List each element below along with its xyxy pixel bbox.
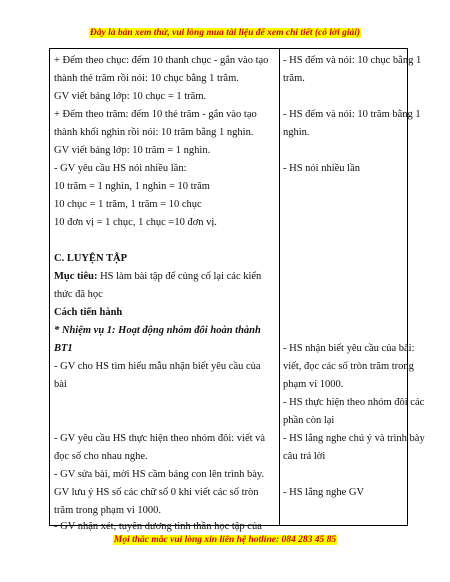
teacher-line: GV lưu ý HS số các chữ số 0 khi viết các số tròn xyxy=(54,487,259,498)
section-heading: C. LUYỆN TẬP xyxy=(54,253,128,264)
teacher-line: - GV yêu cầu HS nói nhiều lần: xyxy=(54,163,187,174)
hotline-banner-text: Mọi thắc mắc vui lòng xin liên hệ hotline: 084 283 45 85 xyxy=(113,535,337,545)
lesson-table xyxy=(49,48,425,532)
teacher-line: + Đếm theo chục: đếm 10 thanh chục - gắn vào tạo xyxy=(54,55,269,66)
student-line: - HS đếm và nói: 10 trăm bằng 1 xyxy=(283,109,421,120)
teacher-line: - GV yêu cầu HS thực hiện theo nhóm đôi: viết và xyxy=(54,433,266,444)
teacher-line: đọc số cho nhau nghe. xyxy=(54,451,148,462)
student-line: phần còn lại xyxy=(283,415,335,426)
procedure-heading: Cách tiến hành xyxy=(54,307,123,318)
teacher-line: - GV nhận xét, tuyên dương tinh thần học tập của xyxy=(54,521,262,532)
student-line: - HS nói nhiều lần xyxy=(283,163,360,174)
teacher-line: - GV sửa bài, mời HS cầm bảng con lên trình bày. xyxy=(54,469,265,480)
task-heading-cont: BT1 xyxy=(54,343,73,354)
teacher-line: GV viết bảng lớp: 10 trăm = 1 nghìn. xyxy=(54,145,211,156)
student-line: - HS thực hiện theo nhóm đôi các xyxy=(283,397,425,408)
student-line: trăm. xyxy=(283,73,305,84)
student-line: viết, đọc các số tròn trăm trong xyxy=(283,361,414,372)
student-line: nghìn. xyxy=(283,127,310,138)
teacher-line: trăm trong phạm vi 1000. xyxy=(54,505,162,516)
objective-line xyxy=(54,271,261,283)
student-line: - HS đếm và nói: 10 chục bằng 1 xyxy=(283,55,422,66)
preview-banner xyxy=(0,28,450,38)
teacher-line: 10 đơn vị = 1 chục, 1 chục =10 đơn vị. xyxy=(54,217,217,228)
student-line: phạm vi 1000. xyxy=(283,379,344,390)
teacher-line: - GV cho HS tìm hiểu mẫu nhận biết yêu cầu của xyxy=(54,361,261,372)
teacher-line: 10 chục = 1 trăm, 1 trăm = 10 chục xyxy=(54,199,202,210)
teacher-line: GV viết bảng lớp: 10 chục = 1 trăm. xyxy=(54,91,207,102)
student-line: - HS lắng nghe GV xyxy=(283,487,365,498)
teacher-line: 10 trăm = 1 nghìn, 1 nghìn = 10 trăm xyxy=(54,181,210,192)
teacher-line: + Đếm theo trăm: đếm 10 thẻ trăm - gắn vào tạo xyxy=(54,109,257,120)
teacher-line: thành thẻ trăm rồi nói: 10 chục bằng 1 trăm. xyxy=(54,73,239,84)
student-line: - HS lắng nghe chú ý và trình bày xyxy=(283,433,425,444)
objective-label: Mục tiêu: xyxy=(54,271,98,282)
student-line: - HS nhận biết yêu cầu của bài: xyxy=(283,343,415,354)
task-heading: * Nhiệm vụ 1: Hoạt động nhóm đôi hoàn thành xyxy=(54,325,261,336)
column-divider xyxy=(279,49,280,525)
teacher-line: bài xyxy=(54,379,67,390)
teacher-line: thành khối nghìn rồi nói: 10 trăm bằng 1 nghìn. xyxy=(54,127,254,138)
objective-text: HS làm bài tập để củng cố lại các kiến xyxy=(97,271,262,282)
hotline-banner xyxy=(0,535,450,545)
preview-banner-text: Đây là bản xem thử, vui lòng mua tài liệu để xem chi tiết (có lời giải) xyxy=(89,28,361,38)
student-line: câu trả lời xyxy=(283,451,326,462)
teacher-line: thức đã học xyxy=(54,289,103,300)
